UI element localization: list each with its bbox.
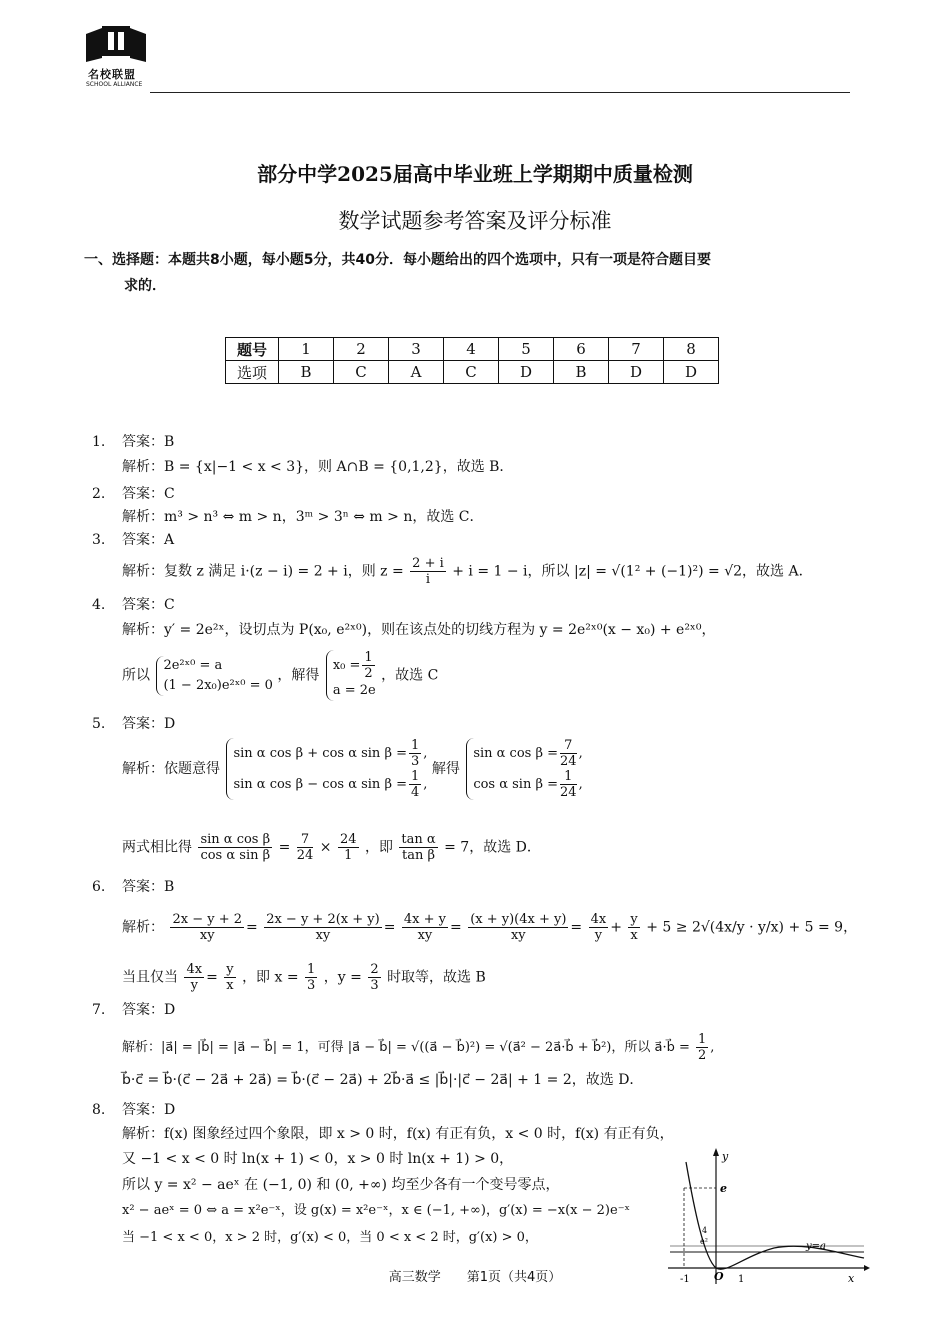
- q8-line2: 又 −1 < x < 0 时 ln(x + 1) < 0，x > 0 时 ln(x + 1) > 0，: [122, 1151, 514, 1167]
- g-curve: [686, 1162, 864, 1269]
- q3-fraction: [410, 556, 446, 587]
- q5-prefix: 解析：依题意得: [122, 761, 220, 777]
- q6-tail: + 5 ≥ 2√(4x/y · y/x) + 5 = 9，: [646, 919, 858, 936]
- graph-y-label: y: [722, 1150, 729, 1163]
- q6-f1-den: xy: [199, 928, 215, 943]
- q5-eq2-den: 4: [410, 785, 420, 800]
- q6-cond-prefix: 当且仅当: [122, 969, 178, 986]
- graph-one-label: 1: [738, 1274, 745, 1285]
- q4-prefix: 所以: [122, 667, 150, 684]
- q5-tail: = 7，故选 D．: [444, 839, 541, 856]
- q5-ratio-den: cos α sin β: [200, 848, 271, 863]
- q5-r-num2: 24: [339, 832, 357, 847]
- q5-ratio-num: sin α cos β: [200, 832, 271, 847]
- page-subtitle: 数学试题参考答案及评分标准: [338, 209, 612, 233]
- q3-answer: 答案：A: [122, 532, 175, 548]
- q6-f4-den: xy: [510, 928, 526, 943]
- q5-eq4: cos α sin β = $\frac{1}{24}$ ,: [473, 769, 583, 800]
- q4-sys1-eq-b: (1 − 2x₀)e²ˣ⁰ = 0: [163, 677, 273, 693]
- q4-sys2-a-lhs: x₀ =: [332, 658, 361, 673]
- q5-eq3-num: 7: [560, 738, 577, 754]
- q4-sys2-eq-b: a = 2e: [332, 683, 376, 698]
- q5-eq2: sin α cos β − cos α sin β = $\frac{1}{4}$ ,: [233, 769, 428, 800]
- q8-line5: 当 −1 < x < 0，x > 2 时，g′(x) < 0，当 0 < x < 2 时，g′(x) > 0，: [122, 1230, 538, 1245]
- q6-cond-mid: ，即 x =: [242, 969, 299, 986]
- q5-ratio-eq: =: [278, 839, 291, 856]
- q4-mid: ，解得: [277, 667, 320, 684]
- question-number: 3: [389, 338, 444, 361]
- answer-cell: C: [334, 361, 389, 384]
- q4-system-2: [326, 650, 377, 701]
- answer-table-answer-row: [226, 361, 719, 384]
- q6-frac5: [589, 912, 609, 943]
- q2-number: 2.: [92, 486, 106, 502]
- q5-eq3-den: 24: [560, 754, 577, 769]
- q8-line4: x² − aeˣ = 0 ⇔ a = x²e⁻ˣ，设 g(x) = x²e⁻ˣ，x ∈ (−1, +∞)，g′(x) = −x(x − 2)e⁻ˣ: [122, 1203, 631, 1218]
- q6-f1-num: 2x − y + 2: [172, 912, 242, 927]
- q5-ratio-prefix: 两式相比得: [122, 839, 192, 856]
- q6-prefix: 解析：: [122, 919, 164, 936]
- q8-number: 8.: [92, 1102, 106, 1118]
- q8-line1: 解析：f(x) 图象经过四个象限，即 x > 0 时，f(x) 有正有负，x < 0 时，f(x) 有正有负，: [122, 1126, 674, 1142]
- q6-f5-den: y: [594, 928, 603, 943]
- book-logo-icon: [84, 24, 148, 64]
- q5-ratio: [122, 832, 541, 863]
- answer-cell: D: [664, 361, 719, 384]
- logo-english-text: SCHOOL ALLIANCE: [86, 81, 143, 88]
- q3-solution-part-a: 解析：复数 z 满足 i·(z − i) = 2 + i，则 z =: [122, 563, 404, 580]
- q5-eq1-frac: [409, 738, 421, 769]
- q5-eq1-den: 3: [410, 754, 420, 769]
- q6-cond-tail: 时取等，故选 B: [387, 969, 486, 986]
- q5-answer: 答案：D: [122, 716, 176, 732]
- q5-mid: 解得: [431, 761, 460, 777]
- q6-c-num2: y: [226, 962, 234, 977]
- answer-cell: B: [554, 361, 609, 384]
- q6-c-frac3: [305, 962, 317, 993]
- q4-sys1-eq-a: 2e²ˣ⁰ = a: [163, 657, 223, 673]
- question-number: 7: [609, 338, 664, 361]
- q7-solution-line1: 解析：|a⃗| = |b⃗| = |a⃗ − b⃗| = 1，可得 |a⃗ − b⃗| = √((a⃗ − b⃗)²) = √(a⃗² − 2a⃗·b⃗ + b⃗²)，所以 a⃗·b⃗ = $\frac{1}{2}$ ,: [122, 1032, 715, 1063]
- q5-eq4-lhs: cos α sin β =: [473, 777, 559, 792]
- q1-answer: 答案：B: [122, 434, 175, 450]
- q5-r-frac1: [297, 832, 314, 863]
- graph-four-label: 4: [702, 1226, 708, 1235]
- q2-answer: 答案：C: [122, 486, 175, 502]
- q4-answer: 答案：C: [122, 597, 175, 613]
- question-number: 6: [554, 338, 609, 361]
- q5-tan-frac: [399, 832, 437, 863]
- q8-line3: 所以 y = x² − aeˣ 在 (−1, 0) 和 (0, +∞) 均至少各有一个变号零点，: [122, 1177, 560, 1193]
- q6-f3-num: 4x + y: [403, 912, 446, 927]
- q7-solution-a: 解析：|a⃗| = |b⃗| = |a⃗ − b⃗| = 1，可得 |a⃗ − b⃗| = √((a⃗ − b⃗)²) = √(a⃗² − 2a⃗·b⃗ + b⃗²)，所以 a⃗·b⃗ =: [122, 1040, 690, 1055]
- q7-solution-line2: b⃗·c⃗ = b⃗·(c⃗ − 2a⃗ + 2a⃗) = b⃗·(c⃗ − 2a⃗) + 2b⃗·a⃗ ≤ |b⃗|·|c⃗ − 2a⃗| + 1 = 2，故选 D．: [122, 1072, 644, 1088]
- q6-number: 6.: [92, 879, 106, 895]
- q4-sys2-fraction: [362, 650, 374, 681]
- q6-frac3: [402, 912, 448, 943]
- q6-frac2: [264, 912, 382, 943]
- q6-cond-mid2: ，y =: [323, 969, 362, 986]
- q5-ratio-frac: [198, 832, 272, 863]
- q6-c-den1: y: [190, 978, 198, 993]
- q6-c-frac2: [224, 962, 235, 993]
- q5-tan-num: tan α: [401, 832, 436, 847]
- q5-system-1: [226, 738, 427, 800]
- q5-eq2-frac: [409, 769, 421, 800]
- y-axis-arrow-icon: [713, 1148, 719, 1156]
- q5-tan-den: tan β: [402, 848, 436, 863]
- q6-solution: 解析： $\frac{2x - y + 2}{xy}$ = $\frac{2x - y + 2(x + y)}{xy}$ = $\frac{4x + y}{xy}$ = $\frac{(x + y)(4x + y)}{xy}$ = $\frac{4x}{y}$ + $\frac{y}{x}$ + 5 ≥ 2√(4x/y · y/x) + 5 = 9，: [122, 912, 858, 943]
- q5-eq3-lhs: sin α cos β =: [473, 746, 559, 761]
- q6-c-den4: 3: [370, 978, 379, 993]
- q6-f2-den: xy: [315, 928, 331, 943]
- q5-r-num1: 7: [297, 832, 314, 848]
- q6-frac1: [170, 912, 244, 943]
- q6-c-num4: 2: [370, 962, 379, 977]
- graph-e2-label: e²: [700, 1237, 708, 1246]
- q7-number: 7.: [92, 1002, 106, 1018]
- q4-solution: 解析：y′ = 2e²ˣ，设切点为 P(x₀, e²ˣ⁰)，则在该点处的切线方程为 y = 2e²ˣ⁰(x − x₀) + e²ˣ⁰，: [122, 622, 716, 638]
- q5-eq2-num: 1: [410, 769, 420, 784]
- q5-eq3: sin α cos β = $\frac{7}{24}$ ,: [473, 738, 583, 769]
- answer-cell: C: [444, 361, 499, 384]
- q3-solution: [122, 556, 813, 587]
- q4-system: [122, 650, 438, 701]
- answer-cell: A: [389, 361, 444, 384]
- q6-c-num3: 1: [307, 962, 316, 977]
- q4-sys2-den: 2: [364, 666, 373, 681]
- q3-frac-num: 2 + i: [412, 556, 444, 571]
- q6-c-frac4: [368, 962, 380, 993]
- q5-system-2: [466, 738, 582, 800]
- question-number: 5: [499, 338, 554, 361]
- row-label: 选项: [226, 361, 279, 384]
- question-number: 2: [334, 338, 389, 361]
- q3-frac-den: i: [425, 572, 431, 587]
- q6-answer: 答案：B: [122, 879, 175, 895]
- graph-e-label: e: [720, 1182, 727, 1195]
- q5-r-frac2: [338, 832, 359, 863]
- answer-table-header-row: [226, 338, 719, 361]
- q7-fraction: [696, 1032, 708, 1063]
- answer-cell: D: [609, 361, 664, 384]
- q5-eq4-frac: [560, 769, 577, 800]
- graph-neg1-label: -1: [680, 1274, 690, 1285]
- section-heading: [84, 247, 874, 299]
- q6-f6-num: y: [630, 912, 638, 927]
- graph-origin-label: O: [714, 1270, 724, 1283]
- section-heading-line1: 一、选择题：本题共8小题，每小题5分，共40分．每小题给出的四个选项中，只有一项是符合题目要: [84, 252, 711, 268]
- q4-suffix: ，故选 C: [381, 667, 439, 684]
- q5-eq1-lhs: sin α cos β + cos α sin β =: [233, 746, 407, 761]
- q6-f5-num: 4x: [590, 912, 607, 927]
- logo-chinese-text: 名校联盟: [88, 68, 136, 81]
- q1-number: 1.: [92, 434, 106, 450]
- q6-frac4: [468, 912, 568, 943]
- q4-number: 4.: [92, 597, 106, 613]
- q5-number: 5.: [92, 716, 106, 732]
- q4-sys2-num: 1: [364, 650, 373, 665]
- q6-c-den3: 3: [307, 978, 316, 993]
- page-footer: 高三数学 第1页（共4页）: [388, 1270, 562, 1285]
- q5-times: ×: [319, 839, 332, 856]
- question-number: 8: [664, 338, 719, 361]
- q3-solution-part-b: + i = 1 − i，所以 |z| = √(1² + (−1)²) = √2，故选 A．: [452, 563, 813, 580]
- q6-frac6: [628, 912, 639, 943]
- q5-eq3-frac: [560, 738, 577, 769]
- q6-f4-num: (x + y)(4x + y): [470, 912, 567, 927]
- q7-frac-den: 2: [698, 1048, 707, 1063]
- q5-system: [122, 738, 583, 800]
- answer-table: [225, 337, 719, 384]
- q2-solution: 解析：m³ > n³ ⇔ m > n，3ᵐ > 3ⁿ ⇔ m > n，故选 C．: [122, 509, 484, 525]
- page-title: 部分中学2025届高中毕业班上学期期中质量检测: [257, 162, 693, 186]
- q5-eq4-num: 1: [560, 769, 577, 785]
- q6-f6-den: x: [630, 928, 638, 943]
- q5-eq2-lhs: sin α cos β − cos α sin β =: [233, 777, 407, 792]
- question-number: 1: [279, 338, 334, 361]
- answer-cell: D: [499, 361, 554, 384]
- q5-eq1: sin α cos β + cos α sin β = $\frac{1}{3}$ ,: [233, 738, 428, 769]
- answer-cell: B: [279, 361, 334, 384]
- q4-sys2-row-a: [333, 650, 377, 681]
- q7-answer: 答案：D: [122, 1002, 176, 1018]
- graph-ya-label: y=a: [806, 1241, 826, 1252]
- q6-c-den2: x: [226, 978, 234, 993]
- q6-c-num1: 4x: [186, 962, 203, 977]
- q8-answer: 答案：D: [122, 1102, 176, 1118]
- q1-solution: 解析：B = {x|−1 < x < 3}，则 A∩B = {0,1,2}，故选 B．: [122, 459, 514, 475]
- q5-r-den1: 24: [296, 848, 314, 863]
- q4-system-1: [156, 656, 272, 696]
- header-rule: [150, 92, 850, 93]
- q5-eq4-den: 24: [560, 785, 577, 800]
- q6-condition: 当且仅当 $\frac{4x}{y}$ = $\frac{y}{x}$ ，即 x = $\frac{1}{3}$ ，y = $\frac{2}{3}$ 时取等，故选 B: [122, 962, 486, 993]
- section-heading-line2: 求的．: [124, 278, 166, 294]
- q7-frac-num: 1: [698, 1032, 707, 1047]
- q6-c-frac1: [184, 962, 204, 993]
- question-number: 4: [444, 338, 499, 361]
- q6-f3-den: xy: [417, 928, 433, 943]
- q6-f2-num: 2x − y + 2(x + y): [266, 912, 380, 927]
- q3-number: 3.: [92, 532, 106, 548]
- header-label: 题号: [226, 338, 279, 361]
- graph-x-label: x: [848, 1272, 855, 1285]
- q5-eq1-num: 1: [410, 738, 420, 753]
- q5-ji: ，即: [364, 839, 393, 856]
- q5-r-den2: 1: [344, 848, 353, 863]
